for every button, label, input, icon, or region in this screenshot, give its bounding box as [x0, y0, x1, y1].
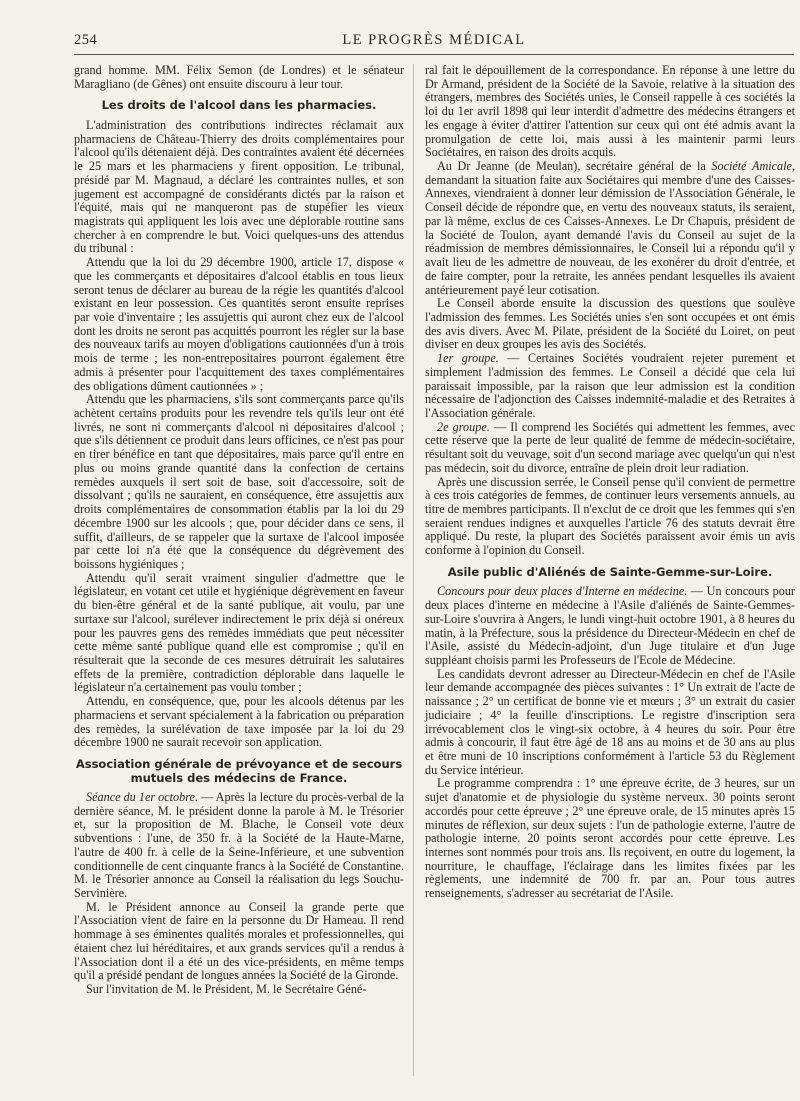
alcool-paragraph: Attendu qu'il serait vraiment singulier d'admettre que le législateur, en votant cet utile et hygiénique dégrèvement en faveur du bien-être général et de la santé publique, ait voulu, par une surtaxe sur l'alcool, surélever indirectement le prix déjà si onéreux pour les pauvres gens des remèdes immédiats que peut nécessiter cette même santé publique quand elle est compromise ; qu'il en résulterait que la seconde de ces mesures détruirait les salutaires effets de la première, contradiction déplorable dans laquelle le législateur n'a certainement pas voulu tomber ;	[74, 570, 404, 695]
association-paragraph: M. le Président annonce au Conseil la grande perte que l'Association vient de faire en la personne du Dr Hameau. Il rend hommage à ses éminentes qualités morales et professionnelles, qui étaient chez lui héréditaires, et aux grands services qu'il a rendus à l'Association dont il a été un des vice-présidents, en même temps qu'il a présidé pendant de longues années la Société de la Gironde.	[74, 899, 404, 983]
alcool-heading: Les droits de l'alcool dans les pharmacies.	[101, 98, 377, 113]
association-paragraph: Sur l'invitation de M. le Président, M. le Secrétaire Géné-	[86, 982, 367, 997]
groupe2-text: — Il comprend les Sociétés qui admettent les femmes, avec cette réserve que la perte de leur qualité de femme de médecin-sociétaire, résultant soit du veuvage, soit d'un second mariage avec quelqu'un qui n'est pas médecin, soit du divorce, entraîne de plein droit leur radiation.	[425, 419, 796, 475]
groupe1-text: — Certaines Sociétés voudraient rejeter purement et simplement l'admission des femmes. Le Conseil a décidé que cela lui paraissait impossible, par la raison que leur admission est la condition nécessaire de l'adjonction des Caisses indemnité-maladie et des Retraites à l'Association générale.	[425, 351, 795, 420]
alcool-paragraph: Attendu que la loi du 29 décembre 1900, article 17, dispose « que les commerçants et dépositaires d'alcool établis en tous lieux seront tenus de déclarer au bureau de la régie les quantités d'alcool existant en leur possession. Ces quantités seront ensuite reprises par voie d'inventaire ; les assujettis qui auront chez eux de l'alcool dont les droits ne seront pas acquittés pourront les régler sur la base des nouveaux tarifs au moyen d'obligations cautionnées d'un à trois mois de terme ; les non-entrepositaires pourront également être admis à présenter pour l'acquittement des taxes complémentaires des obligations dûment cautionnées » ;	[74, 255, 404, 393]
right-column	[425, 64, 795, 901]
seance-text: — Après la lecture du procès-verbal de la dernière séance, M. le président donne la parole à M. le Trésorier et, sur la proposition de M. Blache, le Conseil vote deux subventions : l'une, de 350 fr. à la Société de la Haute-Marne, l'autre de 400 fr. à celle de la Seine-Inférieure, et une subvention conditionnelle de cent cinquante francs à la Société de Constantine. M. le Trésorier annonce au Conseil la réalisation du legs Souchu-Servinière.	[74, 790, 404, 901]
groupe1-label: 1er groupe.	[437, 351, 499, 366]
concours-text: — Un concours pour deux places d'interne en médecine à l'Asile d'aliénés de Sainte-Gemmes-sur-Loire s'ouvrira à Angers, le lundi vingt-huit octobre 1901, à 8 heures du matin, à la Préfecture, sous la présidence du Directeur-Médecin en chef de l'Asile, assisté du Médecin-adjoint, d'un Juge titulaire et d'un Juge suppléant choisis parmi les Professeurs de l'Ecole de Médecine.	[425, 584, 795, 667]
jeanne-pre: Au Dr Jeanne (de Meulan), secrétaire général de la	[437, 159, 712, 174]
seance-paragraph	[74, 791, 404, 901]
groupe2-label: 2e groupe.	[437, 419, 490, 434]
groupe1-paragraph	[425, 352, 795, 421]
left-column	[74, 64, 404, 997]
concours-paragraph	[425, 585, 795, 667]
jeanne-italic: Société Amicale	[711, 159, 792, 174]
alcool-paragraph: Attendu, en conséquence, que, pour les alcools détenus par les pharmaciens et servant spécialement à la fabrication ou préparation des remèdes, la surélévation de taxe imposée par la loi du 29 décembre 1900 ne saurait recevoir son application.	[74, 694, 404, 750]
asile-heading: Asile public d'Aliénés de Sainte-Gemme-sur-Loire.	[447, 564, 773, 579]
page-header	[74, 30, 794, 55]
column-divider	[413, 64, 414, 1076]
alcool-paragraph: L'administration des contributions indirectes réclamait aux pharmaciens de Château-Thierry des droits complémentaires pour l'alcool qu'ils détenaient déjà. Des contraintes avaient été décernées le 25 mars et les pharmaciens y firent opposition. Le tribunal, présidé par M. Magnaud, a déclaré les contraintes nulles, et son jugement est accompagné de considérants dictés par la raison et l'équité, mais qui ne manqueront pas de stupéfier les vieux magistrats qui appliquent les lois avec une déplorable routine sans chercher à en comprendre le but. Voici quelques-uns des attendus du tribunal :	[74, 117, 404, 256]
association-heading: Association générale de prévoyance et de secours mutuels des médecins de France.	[75, 757, 403, 785]
asile-paragraph: Les candidats devront adresser au Directeur-Médecin en chef de l'Asile leur demande accompagnée des pièces suivantes : 1° Un extrait de l'acte de naissance ; 2° un certificat de bonne vie et mœurs ; 3° un extrait du casier judiciaire ; 4° la feuille d'inscriptions. Le registre d'inscription sera irrévocablement clos le vingt-six octobre, à 4 heures du soir. Pour être admis à concourir, il faut être âgé de 18 ans au moins et de 30 ans au plus et être muni de 10 inscriptions conformément à l'article 53 du Règlement du Service intérieur.	[425, 666, 795, 777]
admission-paragraph: Le Conseil aborde ensuite la discussion des questions que soulève l'admission des femmes. Les Sociétés unies s'en sont occupées et ont émis des avis divers. Avec M. Pilate, président de la Société du Loiret, on peut diviser en deux groupes les avis des Sociétés.	[425, 296, 795, 352]
concours-label: Concours pour deux places d'Interne en médecine.	[437, 584, 688, 599]
asile-paragraph: Le programme comprendra : 1° une épreuve écrite, de 3 heures, sur un sujet d'anatomie et de physiologie du système nerveux. 30 points seront accordés pour cette épreuve ; 2° une épreuve orale, de 15 minutes après 15 minutes de réflexion, sur deux sujets : l'un de pathologie externe, l'autre de pathologie interne. 20 points seront accordés pour cette épreuve. Les internes sont nommés pour trois ans. Ils reçoivent, en outre du logement, la nourriture, le chauffage, l'éclairage dans les limites fixées par les règlements, une indemnité de 700 fr. par an. Pour tous autres renseignements, s'adresser au secrétariat de l'Asile.	[425, 776, 795, 901]
alcool-paragraph: Attendu que les pharmaciens, s'ils sont commerçants parce qu'ils achètent certains produits pour les revendre tels qu'ils leur ont été livrés, ne sont ni commerçants d'alcool ni dépositaires d'alcool ; que s'ils détiennent ce produit dans leurs officines, ce n'est pas pour en tirer bénéfice en tant que dépositaires, mais parce qu'il entre en plus ou moins grande quantité dans la confection de certains remèdes auxquels il sert soit de base, soit d'accessoire, soit de dissolvant ; qu'ils ne sauraient, en conséquence, être assujettis aux droits complémentaires de consommation établis par la loi du 29 décembre 1900 sur les alcools ; que, pour décider dans ce sens, il suffit, d'ailleurs, de se rappeler que la surtaxe de l'alcool imposée par cette loi n'a été que la conséquence du dégrèvement des boissons hygiéniques ;	[74, 392, 404, 571]
journal-title: LE PROGRÈS MÉDICAL	[342, 32, 526, 48]
jeanne-post: , demandant la situation faite aux Sociétaires qui membre d'une des Caisses-Annexes, viendraient à donner leur démission de l'Association Générale, le Conseil décide de répondre que, en vertu des nouveaux statuts, ils seraient, par là même, exclus de ces Caisses-Annexes. Le Dr Chapuis, président de la Société de Toulon, ayant demandé l'avis du Conseil au sujet de la réadmission de membres démissionnaires, le Conseil lui a répondu qu'il y avait lieu de les admettre de nouveau, de les exonérer du droit d'entrée, et de faire compter, pour la retraite, les années pendant lesquelles ils avaient antérieurement payé leur cotisation.	[425, 159, 795, 297]
page-number: 254	[74, 32, 98, 48]
apres-paragraph: Après une discussion serrée, le Conseil pense qu'il convient de permettre à ces trois catégories de femmes, de continuer leurs versements annuels, au titre de membres participants. Il n'exclut de ce droit que les femmes qui s'en seraient rendues indignes et auxquelles l'article 76 des statuts devrait être appliqué. Du reste, la plupart des Sociétés paraissent avoir émis un avis conforme à l'opinion du Conseil.	[425, 474, 795, 558]
groupe2-paragraph	[425, 421, 795, 476]
continued-paragraph: ral fait le dépouillement de la correspondance. En réponse à une lettre du Dr Armand, président de la Société de la Savoie, relative à la situation des étrangers, membres des Sociétés unies, le Conseil rappelle à ces sociétés la loi du 1er avril 1898 qui leur interdit d'admettre des médecins étrangers et les engage à éviter d'attirer l'attention sur ceux qui ont été admis avant la promulgation de cette loi, mais aussi à les maintenir parmi leurs Sociétaires, en raison des droits acquis.	[425, 63, 795, 160]
intro-paragraph: grand homme. MM. Félix Semon (de Londres) et le sénateur Maragliano (de Gênes) ont ensuite discouru à leur tour.	[74, 63, 404, 91]
jeanne-paragraph	[425, 160, 795, 297]
seance-label: Séance du 1er octobre.	[86, 790, 198, 804]
